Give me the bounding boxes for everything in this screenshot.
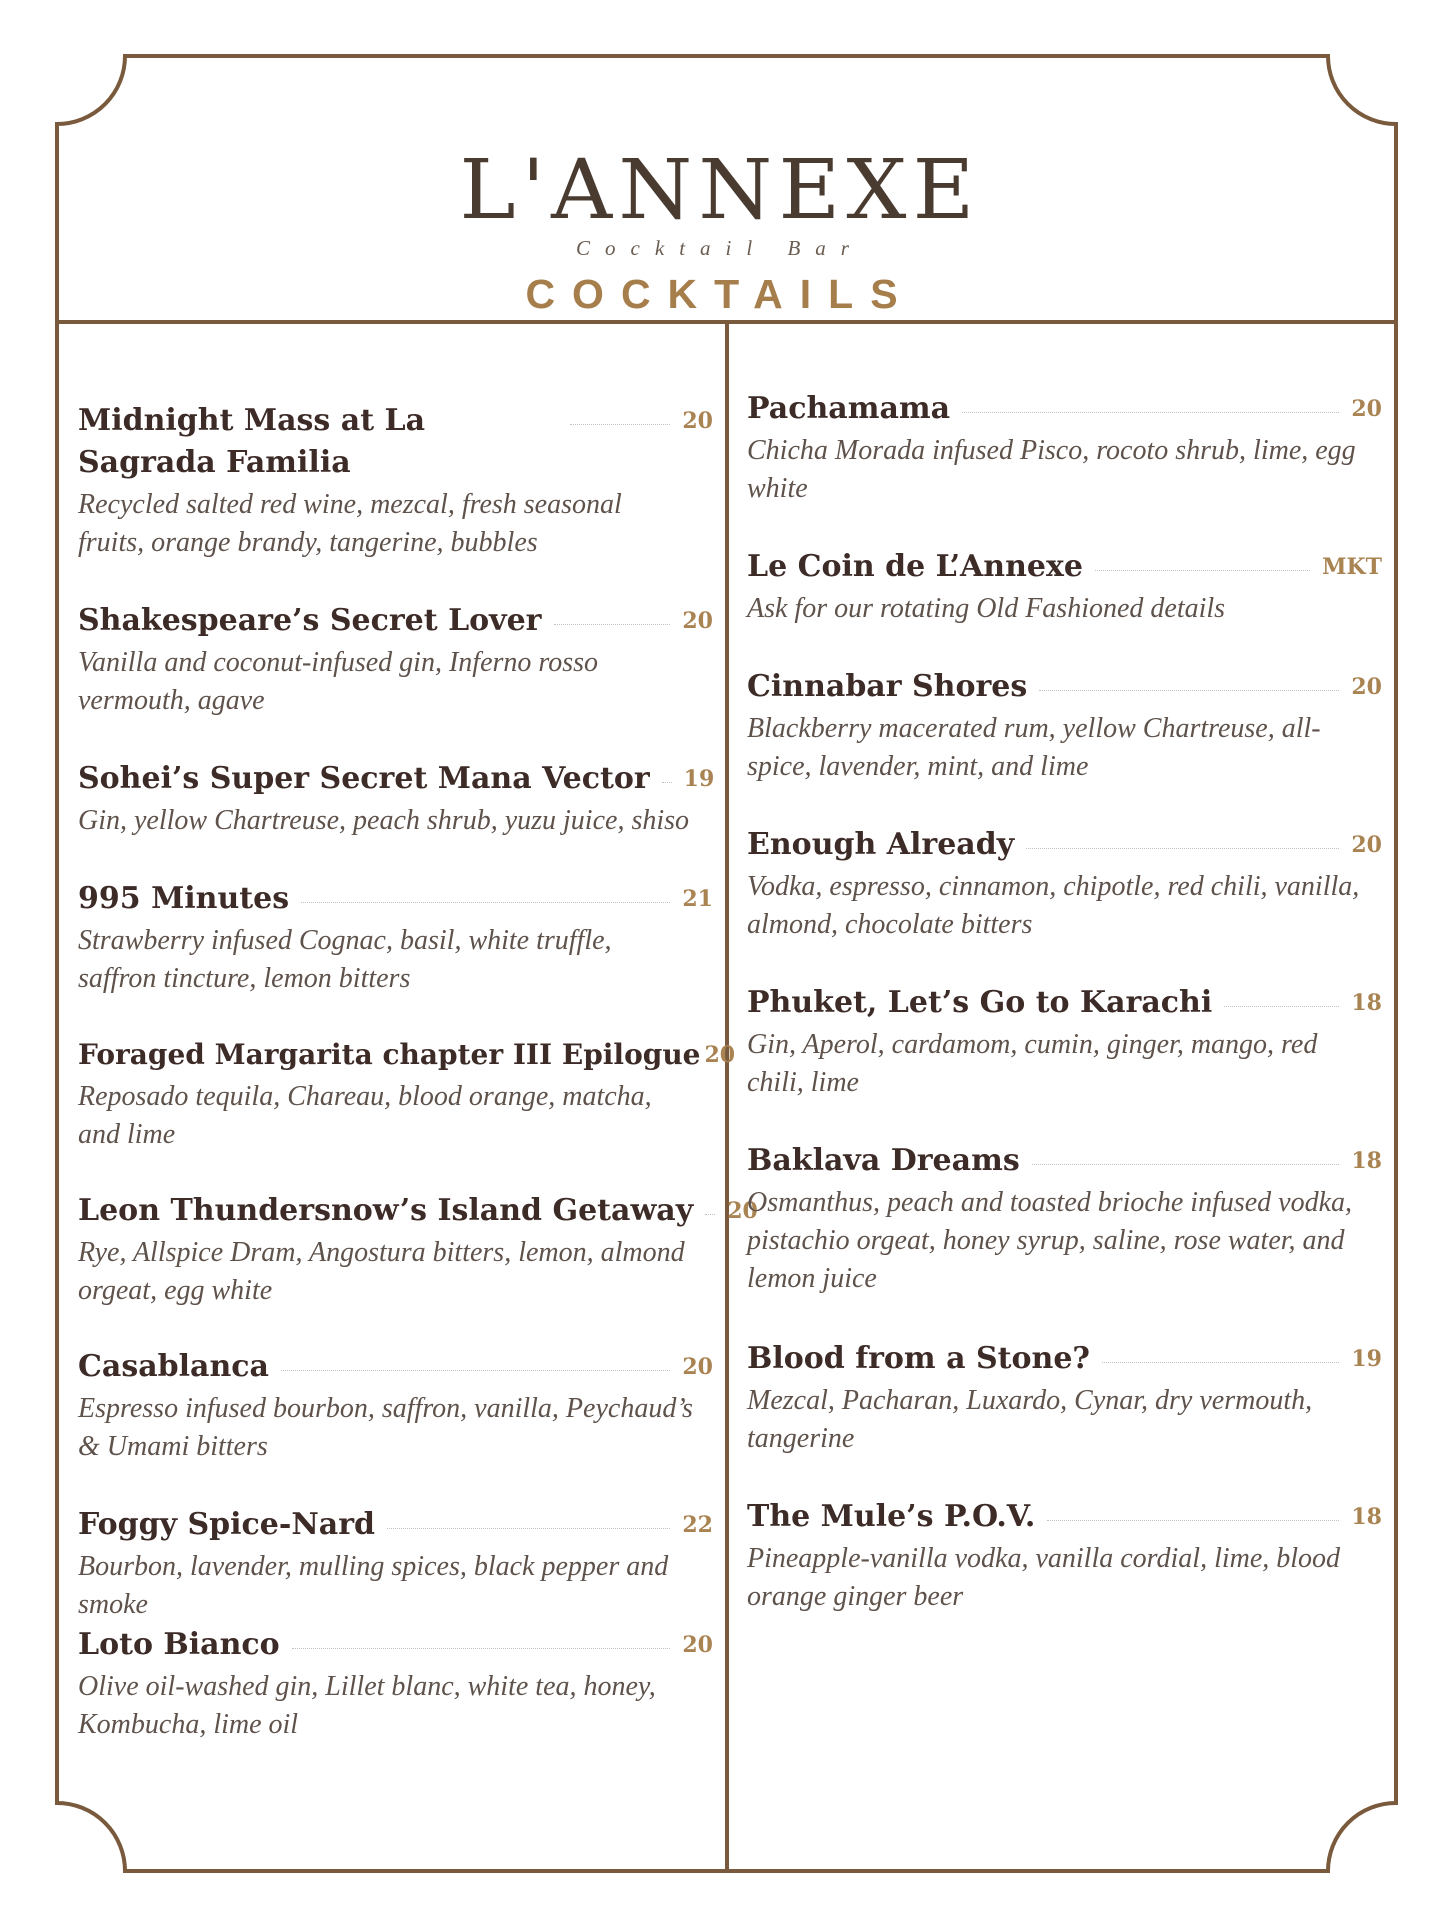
item-name: Cinnabar Shores <box>747 669 1028 704</box>
item-description: Reposado tequila, Chareau, blood orange, matcha, and lime <box>78 1081 652 1150</box>
item-description: Rye, Allspice Dram, Angostura bitters, lemon, almond orgeat, egg white <box>78 1237 685 1306</box>
item-description: Chicha Morada infused Pisco, rocoto shrub, lime, egg white <box>747 435 1356 504</box>
item-name: The Mule’s P.O.V. <box>747 1499 1036 1534</box>
leader-dots <box>1102 1338 1339 1363</box>
leader-dots <box>1095 546 1310 571</box>
item-description: Bourbon, lavender, mulling spices, black pepper and smoke <box>78 1551 669 1620</box>
leader-dots <box>1039 666 1339 691</box>
item-name: Midnight Mass at La Sagrada Familia <box>78 403 426 480</box>
item-price: 18 <box>1351 1148 1382 1174</box>
item-description: Olive oil-washed gin, Lillet blanc, white tea, honey, Kombucha, lime oil <box>78 1671 656 1740</box>
item-price: 21 <box>682 886 713 912</box>
menu-item <box>747 1140 1382 1298</box>
menu-item <box>747 388 1382 508</box>
leader-dots <box>662 758 672 783</box>
menu-item <box>78 758 713 840</box>
menu-item <box>747 546 1382 628</box>
item-name: Casablanca <box>78 1349 269 1384</box>
item-name: Phuket, Let’s Go to Karachi <box>747 985 1213 1020</box>
item-name: Foraged Margarita chapter III Epilogue <box>78 1038 701 1071</box>
item-name: Le Coin de L’Annexe <box>747 549 1083 584</box>
item-name: Baklava Dreams <box>747 1143 1020 1178</box>
item-description: Osmanthus, peach and toasted brioche infused vodka, pistachio orgeat, honey syrup, saline, rose water, and lemon juice <box>747 1187 1353 1294</box>
menu-item <box>747 1496 1382 1616</box>
item-description: Gin, Aperol, cardamom, cumin, ginger, mango, red chili, lime <box>747 1029 1318 1098</box>
item-price: 19 <box>683 766 715 792</box>
leader-dots <box>292 1624 671 1649</box>
item-description: Espresso infused bourbon, saffron, vanilla, Peychaud’s & Umami bitters <box>78 1393 693 1462</box>
menu-item <box>78 600 713 720</box>
item-price: 20 <box>682 608 713 634</box>
menu-item <box>78 400 713 562</box>
item-price: 20 <box>704 1042 736 1068</box>
item-name: Loto Bianco <box>78 1627 280 1662</box>
item-price: 18 <box>1351 1504 1382 1530</box>
leader-dots <box>1026 824 1339 849</box>
item-price: 18 <box>1351 990 1382 1016</box>
leader-dots <box>570 400 670 425</box>
item-name: 995 Minutes <box>78 881 290 916</box>
brand-logo: L'ANNEXE <box>459 143 981 238</box>
item-price: 20 <box>1351 396 1382 422</box>
item-price: 20 <box>1351 674 1382 700</box>
leader-dots <box>1032 1140 1340 1165</box>
section-title: COCKTAILS <box>525 271 915 317</box>
item-name: Enough Already <box>747 827 1015 862</box>
leader-dots <box>554 600 671 625</box>
leader-dots <box>387 1504 670 1529</box>
item-description: Recycled salted red wine, mezcal, fresh seasonal fruits, orange brandy, tangerine, bubbles <box>78 489 622 558</box>
menu-item <box>78 1346 713 1466</box>
item-price: 20 <box>727 1198 758 1224</box>
item-description: Ask for our rotating Old Fashioned details <box>747 593 1226 624</box>
item-description: Pineapple-vanilla vodka, vanilla cordial, lime, blood orange ginger beer <box>747 1543 1341 1612</box>
item-price: 20 <box>1351 832 1382 858</box>
menu-item <box>747 666 1382 786</box>
brand-tagline: Cocktail Bar <box>576 236 864 260</box>
menu-item <box>747 1338 1382 1458</box>
menu-item <box>747 824 1382 944</box>
menu-item <box>78 878 713 998</box>
menu-item <box>78 1190 758 1310</box>
menu-header <box>0 143 1440 318</box>
leader-dots <box>281 1346 670 1371</box>
item-name: Foggy Spice-Nard <box>78 1507 375 1542</box>
item-description: Blackberry macerated rum, yellow Chartreuse, all-spice, lavender, mint, and lime <box>747 713 1321 782</box>
item-name: Leon Thundersnow’s Island Getaway <box>78 1193 694 1228</box>
leader-dots <box>301 878 670 903</box>
item-name: Sohei’s Super Secret Mana Vector <box>78 761 650 796</box>
item-price: 20 <box>682 408 713 434</box>
menu-item <box>78 1504 713 1624</box>
item-price: 22 <box>682 1512 713 1538</box>
item-name: Shakespeare’s Secret Lover <box>78 603 542 638</box>
item-name: Blood from a Stone? <box>747 1341 1090 1376</box>
item-name: Pachamama <box>747 391 951 426</box>
item-description: Gin, yellow Chartreuse, peach shrub, yuzu juice, shiso <box>78 805 690 836</box>
item-price: 20 <box>682 1354 713 1380</box>
item-price: 19 <box>1351 1346 1382 1372</box>
menu-item <box>747 982 1382 1102</box>
item-price: 20 <box>682 1632 713 1658</box>
item-description: Mezcal, Pacharan, Luxardo, Cynar, dry vermouth, tangerine <box>747 1385 1313 1454</box>
leader-dots <box>962 388 1339 413</box>
leader-dots <box>1224 982 1339 1007</box>
item-description: Vanilla and coconut-infused gin, Inferno rosso vermouth, agave <box>78 647 599 716</box>
item-price: MKT <box>1322 554 1382 580</box>
menu-item <box>78 1624 713 1744</box>
item-description: Strawberry infused Cognac, basil, white truffle, saffron tincture, lemon bitters <box>78 925 612 994</box>
menu-item <box>78 1034 736 1154</box>
item-description: Vodka, espresso, cinnamon, chipotle, red chili, vanilla, almond, chocolate bitters <box>747 871 1360 940</box>
leader-dots <box>705 1190 715 1215</box>
leader-dots <box>1047 1496 1339 1521</box>
